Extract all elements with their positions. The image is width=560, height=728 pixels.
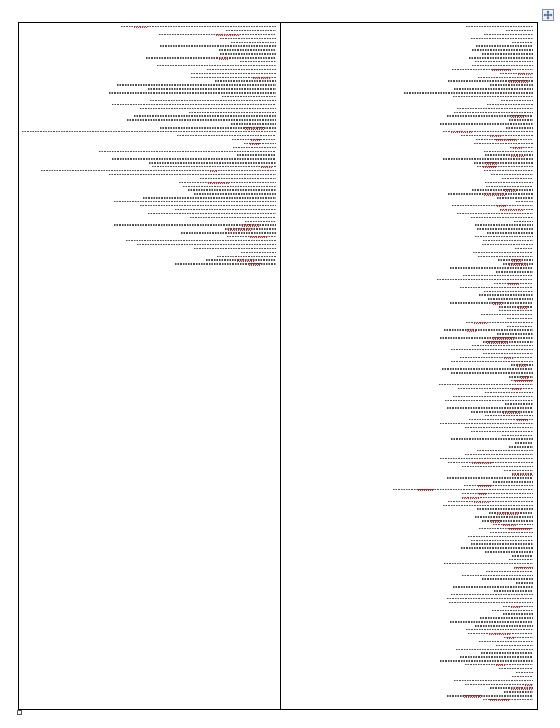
spelling-error-underline bbox=[462, 496, 480, 499]
spelling-error-underline bbox=[493, 301, 502, 304]
spelling-error-underline bbox=[509, 527, 531, 530]
spelling-error-underline bbox=[496, 138, 517, 141]
spelling-error-underline bbox=[504, 356, 513, 359]
spelling-error-underline bbox=[513, 146, 523, 149]
spelling-error-underline bbox=[474, 500, 489, 503]
spelling-error-underline bbox=[228, 227, 251, 230]
spelling-error-underline bbox=[511, 686, 532, 689]
right-cell-text-lines bbox=[285, 25, 533, 702]
spelling-error-underline bbox=[472, 461, 492, 464]
spelling-error-underline bbox=[484, 192, 506, 195]
spelling-error-underline bbox=[479, 492, 487, 495]
spelling-error-underline bbox=[418, 488, 434, 491]
spelling-error-underline bbox=[478, 484, 492, 487]
spelling-error-underline bbox=[451, 130, 472, 133]
spelling-error-underline bbox=[483, 165, 496, 168]
spelling-error-underline bbox=[210, 169, 218, 172]
spelling-error-underline bbox=[250, 235, 268, 238]
table-resize-handle-icon[interactable] bbox=[17, 710, 22, 715]
spelling-error-underline bbox=[496, 663, 505, 666]
spelling-error-underline bbox=[492, 68, 511, 71]
spelling-error-underline bbox=[512, 258, 521, 261]
spelling-error-underline bbox=[512, 472, 533, 475]
spelling-error-underline bbox=[489, 632, 511, 635]
spelling-error-underline bbox=[517, 363, 527, 366]
spelling-error-underline bbox=[493, 336, 515, 339]
spelling-error-underline bbox=[525, 683, 532, 686]
spelling-error-underline bbox=[490, 698, 509, 701]
spelling-error-underline bbox=[249, 262, 261, 265]
spelling-error-underline bbox=[250, 142, 260, 145]
spelling-error-underline bbox=[514, 566, 533, 569]
spelling-error-underline bbox=[521, 375, 529, 378]
spelling-error-underline bbox=[511, 153, 524, 156]
spelling-error-underline bbox=[464, 694, 481, 697]
spelling-error-underline bbox=[490, 134, 501, 137]
spelling-error-underline bbox=[518, 72, 531, 75]
spelling-error-underline bbox=[467, 328, 476, 331]
spelling-error-underline bbox=[491, 519, 500, 522]
spelling-error-underline bbox=[253, 76, 271, 79]
spelling-error-underline bbox=[509, 262, 528, 265]
spelling-error-underline bbox=[219, 56, 228, 59]
spelling-error-underline bbox=[237, 258, 255, 261]
spelling-error-underline bbox=[208, 181, 229, 184]
spelling-error-underline bbox=[251, 138, 261, 141]
spelling-error-underline bbox=[503, 410, 520, 413]
spelling-error-underline bbox=[509, 79, 528, 82]
spelling-error-underline bbox=[507, 636, 515, 639]
spelling-error-underline bbox=[486, 161, 497, 164]
left-cell-text-lines bbox=[22, 25, 276, 266]
spelling-error-underline bbox=[497, 204, 506, 207]
spelling-error-underline bbox=[245, 126, 265, 129]
spelling-error-underline bbox=[261, 165, 273, 168]
spelling-error-underline bbox=[503, 523, 516, 526]
spelling-error-underline bbox=[474, 321, 488, 324]
spelling-error-underline bbox=[487, 340, 508, 343]
table-cell-left[interactable] bbox=[19, 23, 281, 709]
table-cell-right[interactable] bbox=[281, 23, 537, 709]
spelling-error-underline bbox=[216, 33, 239, 36]
spelling-error-underline bbox=[511, 114, 525, 117]
table-move-handle-icon[interactable] bbox=[542, 9, 554, 21]
spelling-error-underline bbox=[511, 605, 521, 608]
spelling-error-underline bbox=[500, 208, 523, 211]
text-line bbox=[22, 262, 276, 266]
document-table[interactable] bbox=[18, 22, 538, 710]
spelling-error-underline bbox=[512, 387, 522, 390]
spelling-error-underline bbox=[497, 511, 519, 514]
spelling-error-underline bbox=[242, 223, 259, 226]
text-line bbox=[285, 698, 533, 702]
spelling-error-underline bbox=[515, 379, 532, 382]
spelling-error-underline bbox=[517, 418, 528, 421]
spelling-error-underline bbox=[505, 188, 517, 191]
spelling-error-underline bbox=[134, 25, 147, 28]
spelling-error-underline bbox=[518, 305, 528, 308]
spelling-error-underline bbox=[508, 282, 519, 285]
